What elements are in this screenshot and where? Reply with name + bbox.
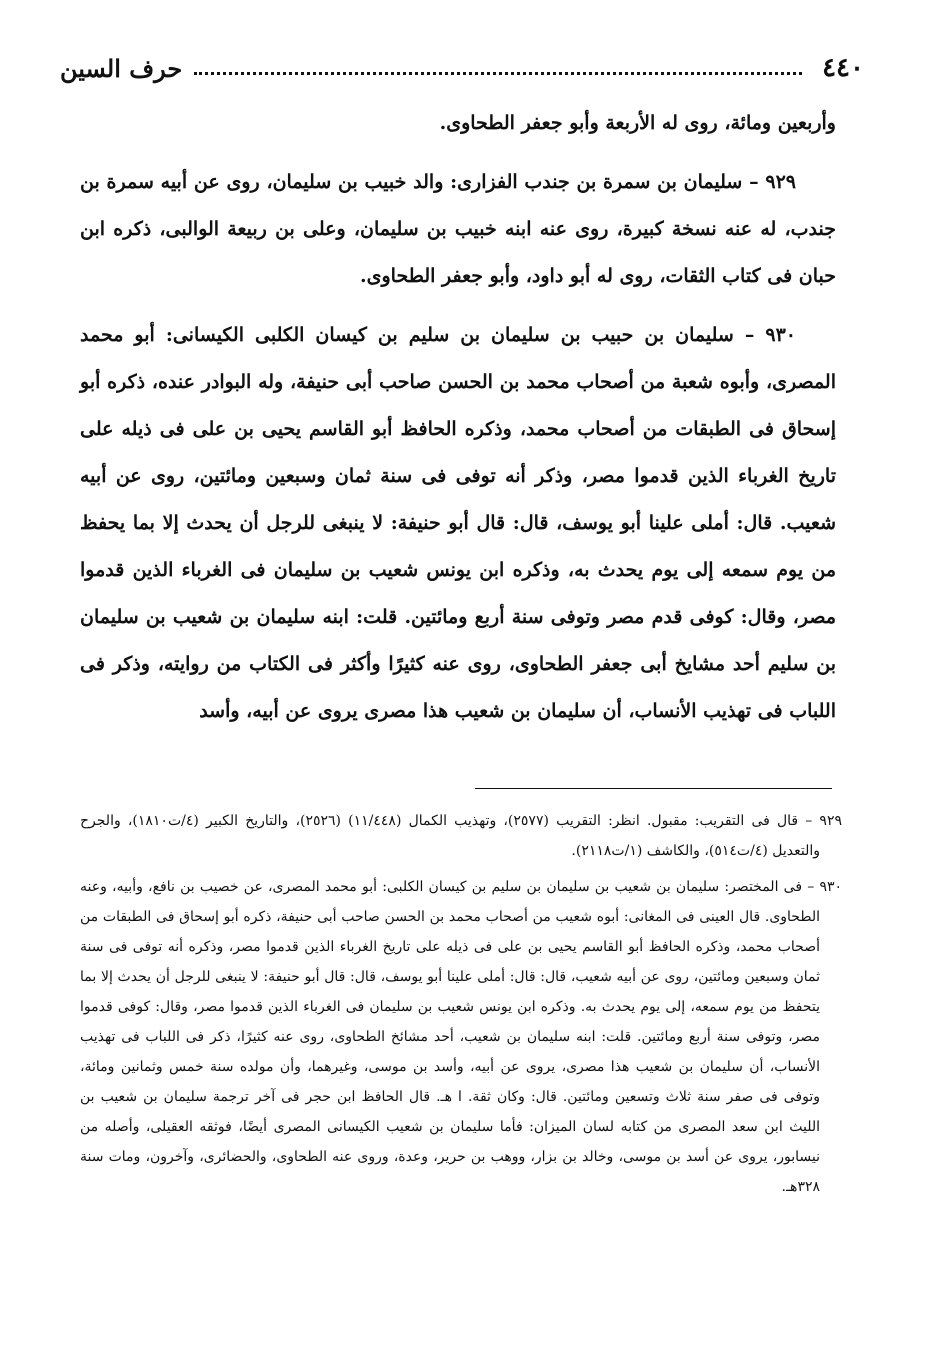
header-dotted-leader bbox=[194, 72, 802, 75]
footnote-929: ٩٢٩ – قال فى التقريب: مقبول. انظر: التقريب (٢٥٧٧)، وتهذيب الكمال (١١/٤٤٨) (٢٥٢٦)، والتاريخ الكبير (٤/ت١٨١٠)، والجرح والتعديل (٤/ت٥١٤)، والكاشف (١/ت٢١١٨). bbox=[80, 813, 842, 859]
entry-929-paragraph: ٩٢٩ – سليمان بن سمرة بن جندب الفزارى: والد خبيب بن سليمان، روى عن أبيه سمرة بن جندب، له عنه نسخة كبيرة، روى عنه ابنه خبيب بن سليمان، وعلى بن ربيعة الوالبى، ذكره ابن حبان فى كتاب الثقات، روى له أبو داود، وأبو جعفر الطحاوى. bbox=[80, 171, 836, 287]
continuation-paragraph: وأربعين ومائة، روى له الأربعة وأبو جعفر الطحاوى. bbox=[439, 112, 836, 134]
footnote-separator bbox=[475, 788, 832, 789]
entry-930-paragraph: ٩٣٠ – سليمان بن حبيب بن سليمان بن سليم بن كيسان الكلبى الكيسانى: أبو محمد المصرى، وأبوه شعبة من أصحاب محمد بن الحسن صاحب أبى حنيفة، وله البوادر عنده، ذكره أبو إسحاق فى الطبقات من أصحاب محمد، وذكره الحافظ أبو القاسم يحيى بن على فى ذيله على تاريخ الغرباء الذين قدموا مصر، وذكر أنه توفى فى سنة ثمان وسبعين ومائتين، روى عن أبيه شعيب. قال: أملى علينا أبو يوسف، قال: قال أبو حنيفة: لا ينبغى للرجل أن يحدث إلا بما يحفظ من يوم سمعه إلى يوم يحدث به، وذكره ابن يونس شعيب بن سليمان فى الغرباء الذين قدموا مصر، وقال: كوفى قدم مصر وتوفى سنة أربع ومائتين. قلت: ابنه سليمان بن شعيب بن سليمان بن سليم أحد مشايخ أبى جعفر الطحاوى، روى عنه كثيرًا وأكثر فى الكتاب من روايته، وذكر فى اللباب فى تهذيب الأنساب، أن سليمان بن شعيب هذا مصرى يروى عن أبيه، وأسد bbox=[80, 324, 836, 722]
page-header bbox=[60, 42, 864, 94]
main-text bbox=[80, 100, 836, 747]
footnote-930: ٩٣٠ – فى المختصر: سليمان بن شعيب بن سليمان بن سليم بن كيسان الكلبى: أبو محمد المصرى، عن خصيب بن نافع، وأبيه، وعنه الطحاوى. قال العينى فى المغانى: أبوه شعيب من أصحاب محمد بن الحسن صاحب أبى حنيفة، ذكره أبو إسحاق فى الطبقات من أصحاب محمد، وذكره الحافظ أبو القاسم يحيى بن على فى ذيله على تاريخ الغرباء الذين قدموا مصر، وذكره أنه توفى فى سنة ثمان وسبعين ومائتين، روى عن أبيه شعيب، قال: قال: أملى علينا أبو يوسف، قال: قال أبو حنيفة: لا ينبغى للرجل أن يحدث إلا بما يتحفظ من يوم سمعه، إلى يوم يحدث به. وذكره ابن يونس شعيب بن سليمان فى الغرباء الذين قدموا مصر، وقال: كوفى قدموا مصر، وتوفى سنة أربع ومائتين. قلت: ابنه سليمان بن شعيب، أحد مشائخ الطحاوى، روى عنه كثيرًا، ذكر فى اللباب فى تهذيب الأنساب، أن سليمان بن شعيب هذا مصرى، يروى عن أبيه، وأسد بن موسى، وغيرهما، وأن مولده سنة خمس وثمانين ومائة، وتوفى فى صفر سنة ثلاث وتسعين ومائتين. قال: وكان ثقة. ا هـ. قال الحافظ ابن حجر فى آخر ترجمة سليمان بن شعيب بن الليث ابن سعد المصرى من كتابه لسان الميزان: فأما سليمان بن شعيب الكيسانى المصرى أيضًا، فوثقه العقيلى، وأصله من نيسابور، يروى عن أسد بن موسى، وخالد بن بزار، ووهب بن حرير، وعدة، وروى عنه الطحاوى، والحضائرى، وآخرون، ومات سنة ٣٢٨هـ. bbox=[80, 879, 842, 1195]
page-number: ٤٤٠ bbox=[822, 53, 864, 83]
footnotes bbox=[80, 806, 842, 1208]
section-title: حرف السين bbox=[60, 53, 183, 83]
